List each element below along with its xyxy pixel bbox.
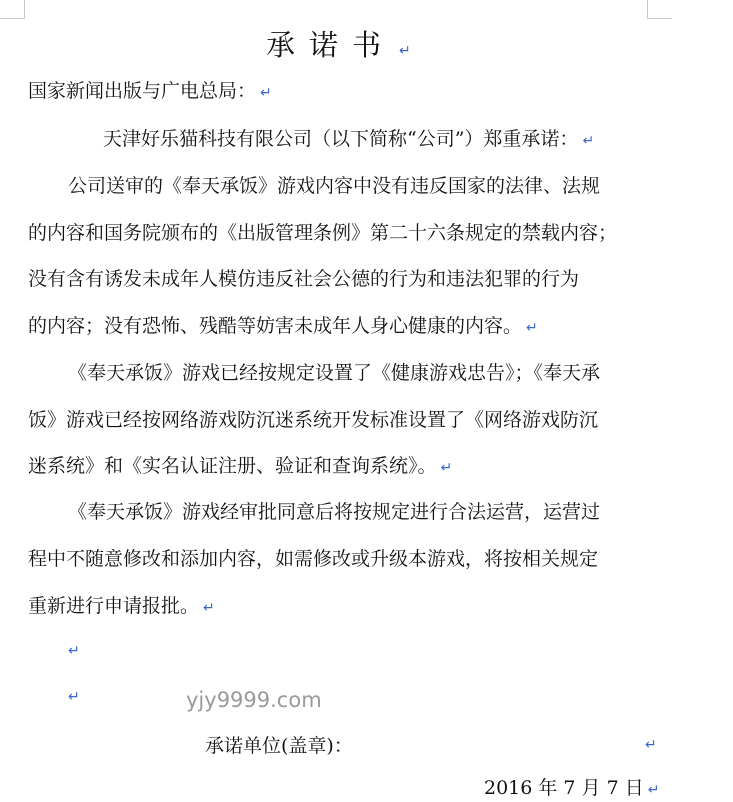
- body-line-6: [28, 408, 598, 432]
- body-line-8: [68, 500, 600, 524]
- paragraph-mark-icon: ↵: [440, 460, 453, 476]
- paragraph-mark-icon: ↵: [203, 600, 215, 616]
- paragraph-mark-icon: ↵: [647, 782, 660, 798]
- body-line: 公司送审的《奉天承饭》游戏内容中没有违反国家的法律、法规: [68, 175, 601, 197]
- signature-text: 承诺单位(盖章)：: [205, 735, 353, 757]
- watermark-text: yjy9999.com: [186, 688, 322, 712]
- document-title: [266, 28, 425, 68]
- body-line: 《奉天承饭》游戏经审批同意后将按规定进行合法运营，运营过: [68, 501, 601, 523]
- paragraph-mark-icon: ↵: [68, 689, 80, 705]
- body-line-4: [28, 314, 538, 340]
- signature-label: [205, 734, 353, 758]
- title-text: 承诺书: [266, 28, 396, 62]
- intro-line: [103, 127, 594, 153]
- body-line: 重新进行申请报批。: [28, 595, 200, 617]
- body-line: 程中不随意修改和添加内容，如需修改或升级本游戏，将按相关规定: [28, 548, 599, 570]
- paragraph-mark-icon: ↵: [582, 133, 595, 149]
- crop-mark-top-left: [0, 0, 25, 19]
- body-line: 没有含有诱发未成年人模仿违反社会公德的行为和违法犯罪的行为: [28, 268, 580, 290]
- body-line: 《奉天承饭》游戏已经按规定设置了《健康游戏忠告》；《奉天承: [68, 362, 601, 384]
- body-line: 天津好乐猫科技有限公司（以下简称“公司”）郑重承诺：: [103, 128, 579, 150]
- paragraph-mark-icon: ↵: [526, 320, 538, 336]
- salutation: [28, 79, 272, 105]
- paragraph-mark-icon: ↵: [260, 85, 272, 101]
- crop-mark-top-right: [647, 0, 672, 19]
- body-line-10: [28, 594, 215, 620]
- body-line-3: [28, 267, 579, 291]
- paragraph-mark-icon: ↵: [68, 643, 80, 659]
- paragraph-mark-icon: ↵: [399, 43, 425, 59]
- body-line: 的内容和国务院颁布的《出版管理条例》第二十六条规定的禁载内容；: [28, 222, 618, 244]
- body-line-7: [28, 454, 452, 480]
- body-line-1: [68, 174, 600, 198]
- date-line: [484, 776, 659, 802]
- body-line-5: [68, 361, 600, 385]
- salutation-text: 国家新闻出版与广电总局：: [28, 80, 257, 102]
- body-line: 的内容；没有恐怖、残酷等妨害未成年人身心健康的内容。: [28, 315, 523, 337]
- body-line-9: [28, 547, 598, 571]
- date-text: 2016 年 7 月 7 日: [484, 777, 644, 799]
- body-line-2: [28, 221, 617, 245]
- body-line: 饭》游戏已经按网络游戏防沉迷系统开发标准设置了《网络游戏防沉: [28, 409, 599, 431]
- body-line: 迷系统》和《实名认证注册、验证和查询系统》。: [28, 455, 437, 477]
- paragraph-mark-icon: ↵: [645, 737, 657, 753]
